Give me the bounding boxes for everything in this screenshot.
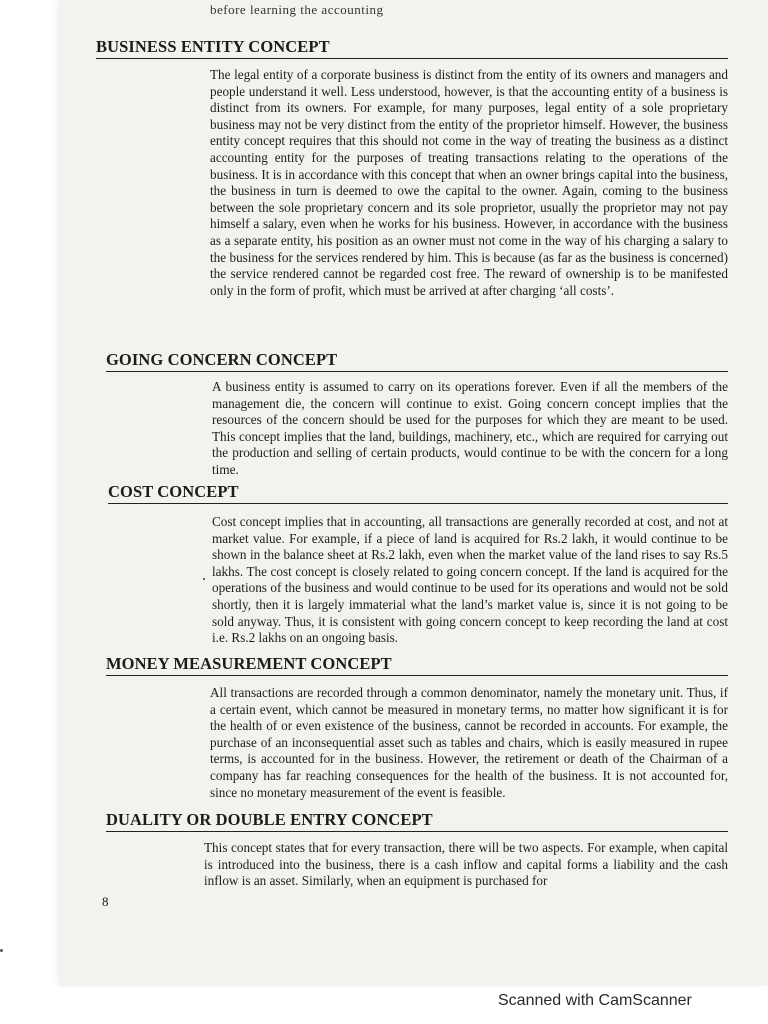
- heading-rule: [106, 831, 728, 832]
- section-body: The legal entity of a corporate business is distinct from the entity of its owners and managers and people understand it well. Less understood, however, is that the accounting entity of a business is distinct from its owners. For example, for many purposes, legal entity of a sole proprietary business may not be very distinct from the entity of the proprietor himself. However, the business entity concept requires that this should not come in the way of treating the business as a distinct accounting entity for the purposes of treating transactions relating to the operations of the business. It is in accordance with this concept that when an owner brings capital into the business, the business in turn is deemed to owe the capital to the owner. Again, coming to the business between the sole proprietary concern and its sole proprietor, usually the proprietor may not pay himself a salary, even when he works for his business. However, in accordance with the business as a separate entity, his position as an owner must not come in the way of his charging a salary to the business for the services rendered by him. This is because (as far as the business is concerned) the service rendered cannot be regarded cost free. The reward of ownership is to be manifested only in the form of profit, which must be arrived at after charging ‘all costs’.: [210, 67, 728, 298]
- scanned-page: [60, 0, 768, 985]
- section-heading: GOING CONCERN CONCEPT: [106, 350, 338, 369]
- cutoff-previous-text: before learning the accounting: [210, 2, 384, 17]
- section-heading: MONEY MEASUREMENT CONCEPT: [106, 654, 392, 673]
- section-cost: [108, 482, 728, 647]
- section-body: Cost concept implies that in accounting, all transactions are generally recorded at cost, and not at market value. For example, if a piece of land is acquired for Rs.2 lakh, it would continue to be shown in the balance sheet at Rs.2 lakh, even when the market value of the land rises to say Rs.5 lakhs. The cost concept is closely related to going concern concept. If the land is acquired for the operations of the business and would continue to be used for its operations and would not be sold shortly, then it is largely immaterial what the land’s market value is, since it is not going to be sold anyway. Thus, it is consistent with going concern concept to keep recording the land at cost i.e. Rs.2 lakhs on an ongoing basis.: [212, 514, 728, 646]
- section-going-concern: [106, 350, 728, 479]
- section-duality: [106, 810, 728, 890]
- section-heading: DUALITY OR DOUBLE ENTRY CONCEPT: [106, 810, 433, 829]
- stray-mark: [203, 578, 205, 580]
- section-body: All transactions are recorded through a common denominator, namely the monetary unit. Thus, if a certain event, which cannot be measured in monetary terms, no matter how significant it is for the health of or even existence of the business, cannot be recorded in accounts. For example, the purchase of an inconsequential asset such as tables and chairs, which is easily measured in rupee terms, is accounted for in the business. However, the retirement or death of the Chairman of a company has far reaching consequences for the health of the business. It is not accounted for, since no monetary measurement of the event is feasible.: [210, 685, 728, 800]
- heading-rule: [106, 675, 728, 676]
- camscanner-watermark: Scanned with CamScanner: [498, 992, 692, 1009]
- heading-rule: [96, 58, 728, 59]
- section-money-measurement: [106, 654, 728, 801]
- section-body: A business entity is assumed to carry on its operations forever. Even if all the members of the management die, the concern will continue to exist. Going concern concept implies that the resources of the concern should be used for the purposes for which they are meant to be used. This concept implies that the land, buildings, machinery, etc., which are required for carrying out the production and selling of certain products, would continue to be with the concern for a long time.: [212, 379, 728, 477]
- stray-mark: [0, 949, 3, 952]
- section-body: This concept states that for every transaction, there will be two aspects. For example, when capital is introduced into the business, there is a cash inflow and capital forms a liability and the cash inflow is an asset. Similarly, when an equipment is purchased for: [204, 840, 728, 889]
- section-business-entity: [96, 37, 728, 299]
- heading-rule: [108, 503, 728, 504]
- heading-rule: [106, 371, 728, 372]
- section-heading: BUSINESS ENTITY CONCEPT: [96, 37, 330, 56]
- section-heading: COST CONCEPT: [108, 482, 239, 501]
- page-number: 8: [102, 894, 109, 909]
